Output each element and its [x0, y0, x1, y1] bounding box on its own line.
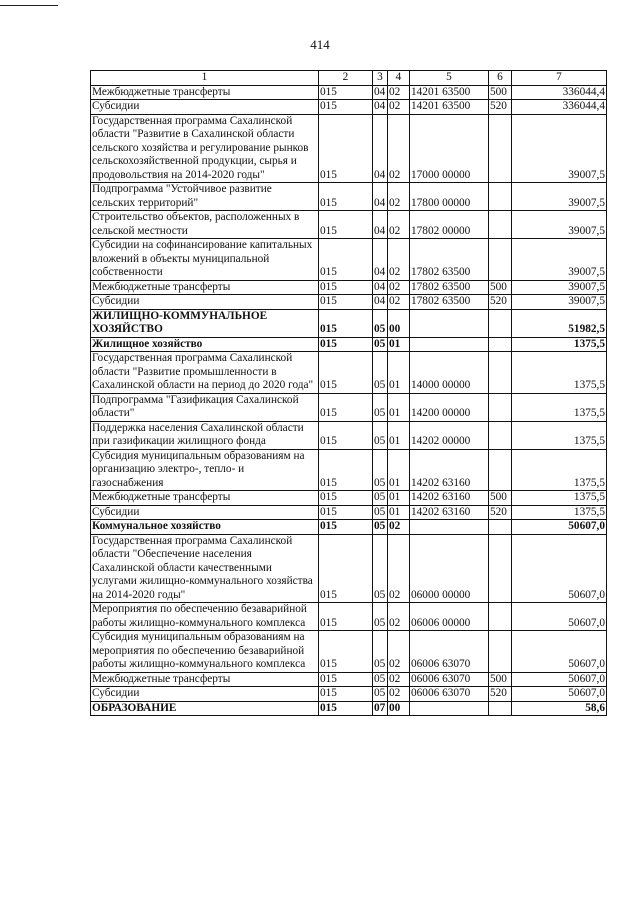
ved-cell: 015: [319, 603, 373, 631]
target-article-cell: 14202 63160: [410, 491, 489, 506]
table-row: [91, 393, 607, 421]
amount-cell: 58,6: [512, 701, 607, 716]
expense-type-cell: [489, 603, 512, 631]
section-cell: 05: [373, 337, 388, 352]
amount-cell: 39007,5: [512, 239, 607, 281]
table-row: [91, 520, 607, 535]
section-cell: 04: [373, 211, 388, 239]
target-article-cell: 06006 63070: [410, 687, 489, 702]
page-number: 414: [310, 37, 330, 52]
table-row: [91, 183, 607, 211]
corner-rule: [0, 5, 58, 6]
subsection-cell: 02: [388, 672, 410, 687]
section-cell: 05: [373, 309, 388, 337]
amount-cell: 50607,0: [512, 631, 607, 673]
amount-cell: 39007,5: [512, 114, 607, 183]
table-row: [91, 309, 607, 337]
subsection-cell: 02: [388, 631, 410, 673]
row-name-cell: Строительство объектов, расположенных в сельской местности: [91, 211, 319, 239]
table-row: [91, 280, 607, 295]
table-row: [91, 687, 607, 702]
table-row: [91, 239, 607, 281]
subsection-cell: 02: [388, 239, 410, 281]
ved-cell: 015: [319, 449, 373, 491]
row-name-cell: ОБРАЗОВАНИЕ: [91, 701, 319, 716]
section-cell: 04: [373, 295, 388, 310]
column-header: 6: [489, 71, 512, 86]
amount-cell: 1375,5: [512, 337, 607, 352]
target-article-cell: 06000 00000: [410, 534, 489, 603]
table-row: [91, 672, 607, 687]
ved-cell: 015: [319, 239, 373, 281]
row-name-cell: Межбюджетные трансферты: [91, 491, 319, 506]
row-name-cell: Государственная программа Сахалинской области "Развитие в Сахалинской области сельского хозяйства и регулирование рынков сельскохозяйственной продукции, сырья и продовольствия на 2014-2020 годы": [91, 114, 319, 183]
row-name-cell: Государственная программа Сахалинской области "Развитие промышленности в Сахалинской области на период до 2020 года": [91, 352, 319, 394]
column-header: 3: [373, 71, 388, 86]
row-name-cell: Межбюджетные трансферты: [91, 280, 319, 295]
expense-type-cell: 500: [489, 280, 512, 295]
table-row: [91, 337, 607, 352]
target-article-cell: 14202 63160: [410, 449, 489, 491]
expense-type-cell: [489, 183, 512, 211]
subsection-cell: 02: [388, 534, 410, 603]
row-name-cell: Подпрограмма "Газификация Сахалинской области": [91, 393, 319, 421]
row-name-cell: Субсидии: [91, 687, 319, 702]
ved-cell: 015: [319, 687, 373, 702]
row-name-cell: Субсидии на софинансирование капитальных вложений в объекты муниципальной собственности: [91, 239, 319, 281]
ved-cell: 015: [319, 100, 373, 115]
subsection-cell: 02: [388, 687, 410, 702]
section-cell: 05: [373, 631, 388, 673]
table-row: [91, 100, 607, 115]
section-cell: 04: [373, 114, 388, 183]
target-article-cell: 17802 63500: [410, 295, 489, 310]
subsection-cell: 02: [388, 295, 410, 310]
ved-cell: 015: [319, 701, 373, 716]
amount-cell: 39007,5: [512, 183, 607, 211]
ved-cell: 015: [319, 672, 373, 687]
column-header: 2: [319, 71, 373, 86]
section-cell: 04: [373, 183, 388, 211]
amount-cell: 50607,0: [512, 534, 607, 603]
expense-type-cell: 500: [489, 85, 512, 100]
row-name-cell: ЖИЛИЩНО-КОММУНАЛЬНОЕ ХОЗЯЙСТВО: [91, 309, 319, 337]
row-name-cell: Коммунальное хозяйство: [91, 520, 319, 535]
section-cell: 05: [373, 672, 388, 687]
table-header-row: [91, 71, 607, 86]
table-row: [91, 449, 607, 491]
ved-cell: 015: [319, 421, 373, 449]
subsection-cell: 01: [388, 393, 410, 421]
section-cell: 05: [373, 421, 388, 449]
expense-type-cell: 520: [489, 505, 512, 520]
expense-type-cell: 520: [489, 295, 512, 310]
ved-cell: 015: [319, 295, 373, 310]
target-article-cell: [410, 520, 489, 535]
ved-cell: 015: [319, 505, 373, 520]
row-name-cell: Мероприятия по обеспечению безаварийной работы жилищно-коммунального комплекса: [91, 603, 319, 631]
expense-type-cell: [489, 701, 512, 716]
target-article-cell: 06006 63070: [410, 631, 489, 673]
section-cell: 05: [373, 687, 388, 702]
subsection-cell: 00: [388, 701, 410, 716]
expense-type-cell: [489, 520, 512, 535]
target-article-cell: 17800 00000: [410, 183, 489, 211]
section-cell: 05: [373, 520, 388, 535]
row-name-cell: Субсидии: [91, 100, 319, 115]
subsection-cell: 02: [388, 211, 410, 239]
amount-cell: 1375,5: [512, 352, 607, 394]
expense-type-cell: [489, 211, 512, 239]
amount-cell: 50607,0: [512, 687, 607, 702]
expense-type-cell: [489, 631, 512, 673]
target-article-cell: 17000 00000: [410, 114, 489, 183]
table-row: [91, 85, 607, 100]
amount-cell: 336044,4: [512, 85, 607, 100]
expense-type-cell: [489, 114, 512, 183]
table-row: [91, 491, 607, 506]
table-row: [91, 114, 607, 183]
table-row: [91, 701, 607, 716]
amount-cell: 1375,5: [512, 393, 607, 421]
ved-cell: 015: [319, 114, 373, 183]
table-row: [91, 352, 607, 394]
table-row: [91, 534, 607, 603]
amount-cell: 1375,5: [512, 421, 607, 449]
section-cell: 04: [373, 280, 388, 295]
expense-type-cell: [489, 393, 512, 421]
ved-cell: 015: [319, 352, 373, 394]
expense-type-cell: [489, 337, 512, 352]
subsection-cell: 00: [388, 309, 410, 337]
amount-cell: 1375,5: [512, 449, 607, 491]
subsection-cell: 02: [388, 520, 410, 535]
amount-cell: 39007,5: [512, 280, 607, 295]
section-cell: 05: [373, 491, 388, 506]
ved-cell: 015: [319, 393, 373, 421]
ved-cell: 015: [319, 337, 373, 352]
amount-cell: 50607,0: [512, 520, 607, 535]
ved-cell: 015: [319, 280, 373, 295]
target-article-cell: 14202 00000: [410, 421, 489, 449]
column-header: 4: [388, 71, 410, 86]
table-row: [91, 631, 607, 673]
target-article-cell: 14201 63500: [410, 85, 489, 100]
target-article-cell: [410, 337, 489, 352]
expense-type-cell: [489, 449, 512, 491]
subsection-cell: 02: [388, 280, 410, 295]
row-name-cell: Субсидия муниципальным образованиям на мероприятия по обеспечению безаварийной работы жилищно-коммунального комплекса: [91, 631, 319, 673]
section-cell: 07: [373, 701, 388, 716]
column-header: 5: [410, 71, 489, 86]
subsection-cell: 01: [388, 449, 410, 491]
row-name-cell: Субсидия муниципальным образованиям на организацию электро-, тепло- и газоснабжения: [91, 449, 319, 491]
expense-type-cell: [489, 309, 512, 337]
section-cell: 05: [373, 393, 388, 421]
target-article-cell: 14000 00000: [410, 352, 489, 394]
expense-type-cell: [489, 534, 512, 603]
amount-cell: 1375,5: [512, 491, 607, 506]
section-cell: 05: [373, 449, 388, 491]
target-article-cell: 06006 00000: [410, 603, 489, 631]
section-cell: 05: [373, 352, 388, 394]
ved-cell: 015: [319, 491, 373, 506]
expense-type-cell: 520: [489, 100, 512, 115]
target-article-cell: 17802 63500: [410, 239, 489, 281]
section-cell: 04: [373, 100, 388, 115]
subsection-cell: 01: [388, 421, 410, 449]
table-row: [91, 295, 607, 310]
ved-cell: 015: [319, 534, 373, 603]
section-cell: 05: [373, 505, 388, 520]
table-row: [91, 505, 607, 520]
target-article-cell: 17802 00000: [410, 211, 489, 239]
column-header: 1: [91, 71, 319, 86]
subsection-cell: 02: [388, 100, 410, 115]
expense-type-cell: [489, 352, 512, 394]
subsection-cell: 02: [388, 85, 410, 100]
amount-cell: 1375,5: [512, 505, 607, 520]
target-article-cell: 06006 63070: [410, 672, 489, 687]
section-cell: 05: [373, 603, 388, 631]
ved-cell: 015: [319, 631, 373, 673]
subsection-cell: 02: [388, 114, 410, 183]
row-name-cell: Подпрограмма "Устойчивое развитие сельских территорий": [91, 183, 319, 211]
amount-cell: 51982,5: [512, 309, 607, 337]
ved-cell: 015: [319, 183, 373, 211]
row-name-cell: Межбюджетные трансферты: [91, 85, 319, 100]
section-cell: 04: [373, 239, 388, 281]
amount-cell: 336044,4: [512, 100, 607, 115]
subsection-cell: 01: [388, 491, 410, 506]
ved-cell: 015: [319, 309, 373, 337]
row-name-cell: Государственная программа Сахалинской области "Обеспечение населения Сахалинской области качественными услугами жилищно-коммунального хозяйства на 2014-2020 годы": [91, 534, 319, 603]
table-row: [91, 211, 607, 239]
amount-cell: 50607,0: [512, 603, 607, 631]
subsection-cell: 01: [388, 352, 410, 394]
section-cell: 04: [373, 85, 388, 100]
target-article-cell: 14202 63160: [410, 505, 489, 520]
budget-table: [90, 70, 607, 716]
ved-cell: 015: [319, 211, 373, 239]
row-name-cell: Субсидии: [91, 295, 319, 310]
target-article-cell: 14200 00000: [410, 393, 489, 421]
target-article-cell: 17802 63500: [410, 280, 489, 295]
expense-type-cell: 500: [489, 672, 512, 687]
amount-cell: 39007,5: [512, 295, 607, 310]
section-cell: 05: [373, 534, 388, 603]
target-article-cell: [410, 309, 489, 337]
amount-cell: 50607,0: [512, 672, 607, 687]
row-name-cell: Жилищное хозяйство: [91, 337, 319, 352]
expense-type-cell: [489, 421, 512, 449]
table-row: [91, 421, 607, 449]
target-article-cell: 14201 63500: [410, 100, 489, 115]
row-name-cell: Межбюджетные трансферты: [91, 672, 319, 687]
expense-type-cell: 500: [489, 491, 512, 506]
row-name-cell: Субсидии: [91, 505, 319, 520]
amount-cell: 39007,5: [512, 211, 607, 239]
table-row: [91, 603, 607, 631]
subsection-cell: 01: [388, 337, 410, 352]
subsection-cell: 01: [388, 505, 410, 520]
ved-cell: 015: [319, 520, 373, 535]
column-header: 7: [512, 71, 607, 86]
expense-type-cell: [489, 239, 512, 281]
subsection-cell: 02: [388, 183, 410, 211]
ved-cell: 015: [319, 85, 373, 100]
target-article-cell: [410, 701, 489, 716]
row-name-cell: Поддержка населения Сахалинской области при газификации жилищного фонда: [91, 421, 319, 449]
subsection-cell: 02: [388, 603, 410, 631]
expense-type-cell: 520: [489, 687, 512, 702]
